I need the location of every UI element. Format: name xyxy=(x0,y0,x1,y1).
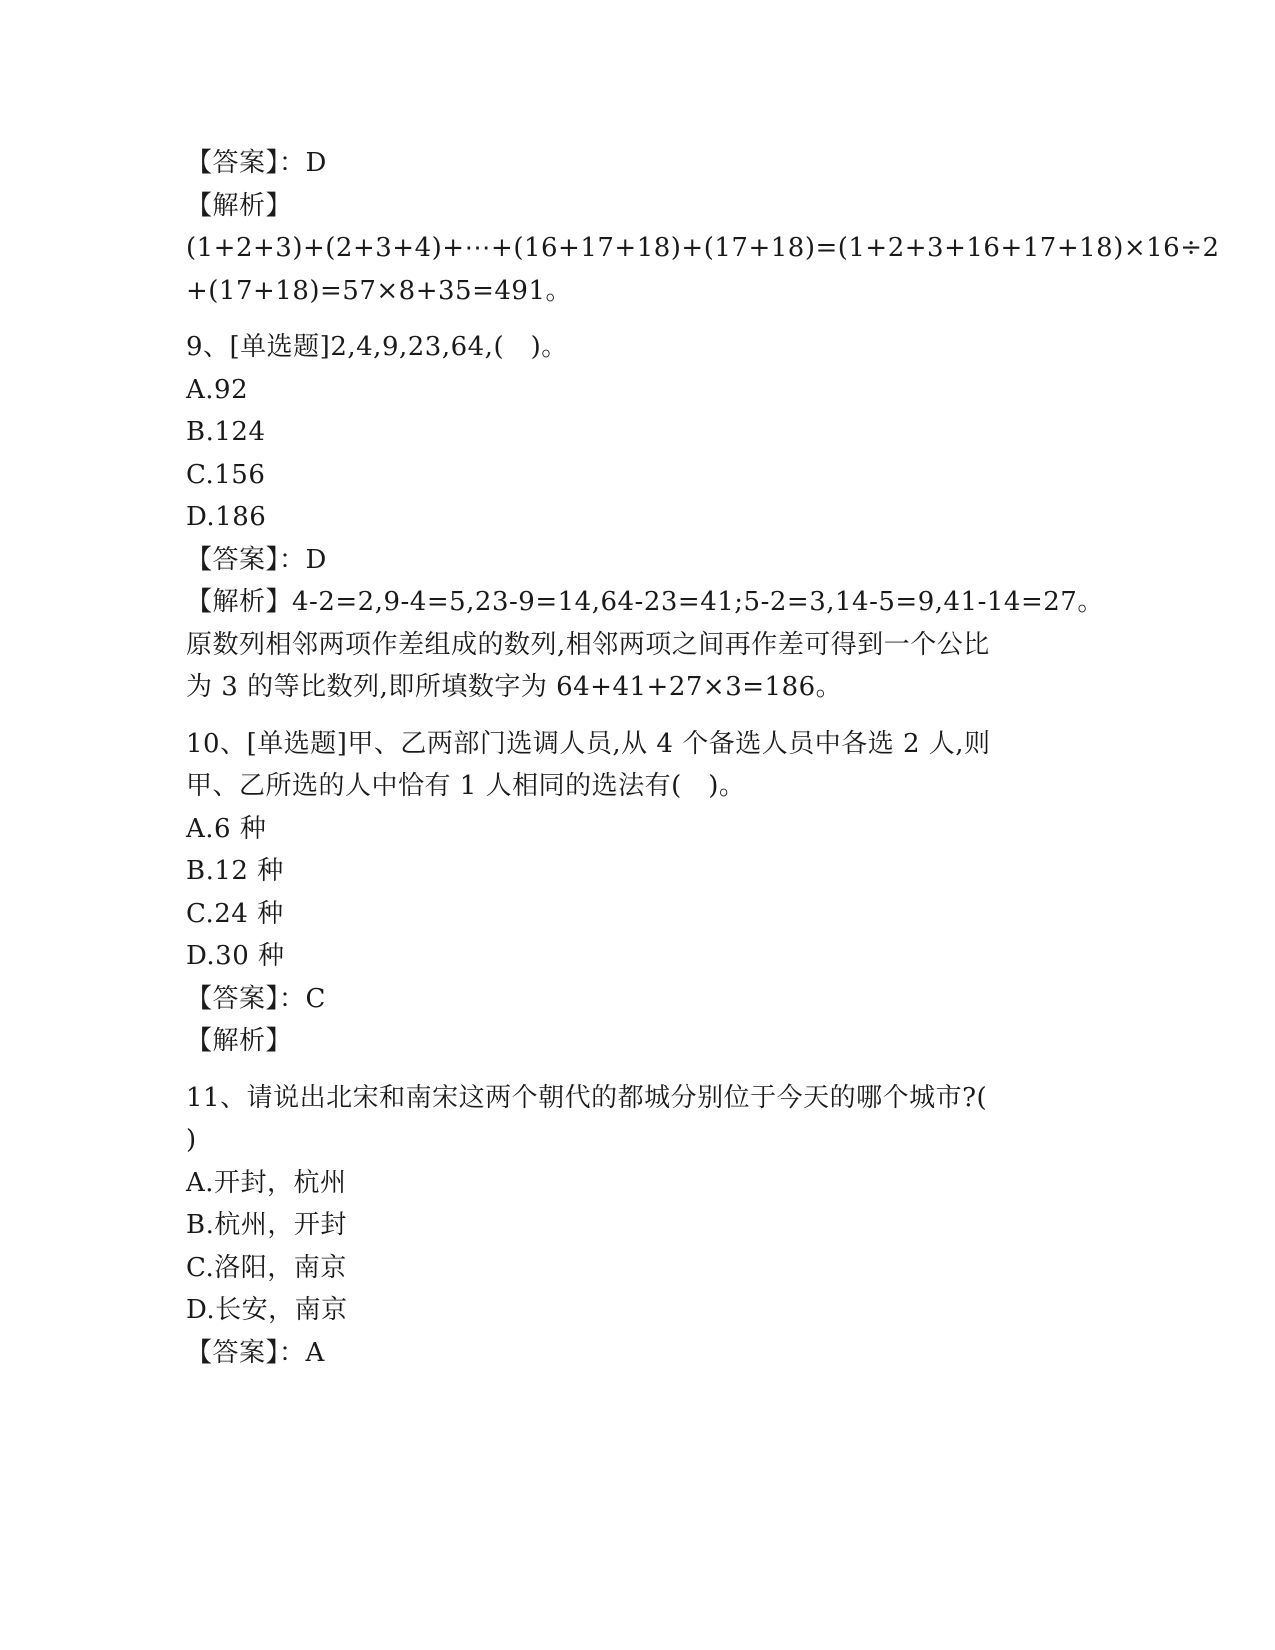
question-10 xyxy=(186,723,1086,1063)
option-d: D.长安，南京 xyxy=(186,1295,348,1325)
option-a: A.开封，杭州 xyxy=(186,1167,347,1198)
analysis-line: +(17+18)=57×8+35=491。 xyxy=(186,275,573,306)
question-stem: ) xyxy=(186,1125,197,1155)
document-page xyxy=(186,142,1220,1374)
answer-line: 【答案】：C xyxy=(186,983,326,1014)
option-d: D.30 种 xyxy=(186,941,285,971)
question-stem: 10、[单选题]甲、乙两部门选调人员,从 4 个备选人员中各选 2 人,则 xyxy=(186,728,991,759)
option-b: B.杭州，开封 xyxy=(186,1210,347,1240)
option-a: A.6 种 xyxy=(186,813,267,844)
question-stem: 9、[单选题]2,4,9,23,64,( )。 xyxy=(186,332,568,362)
question-11 xyxy=(186,1077,1086,1375)
analysis-line: 【解析】4-2=2,9-4=5,23-9=14,64-23=41;5-2=3,14-5=9,41-14=27。 xyxy=(186,587,1104,617)
option-b: B.124 xyxy=(186,417,266,447)
option-a: A.92 xyxy=(186,374,249,405)
analysis-label: 【解析】 xyxy=(186,1026,293,1056)
answer-line: 【答案】：A xyxy=(186,1337,325,1368)
analysis-line: (1+2+3)+(2+3+4)+⋯+(16+17+18)+(17+18)=(1+2+3+16+17+18)×16÷2 xyxy=(186,233,1220,263)
question-stem: 甲、乙所选的人中恰有 1 人相同的选法有( )。 xyxy=(186,771,746,801)
option-b: B.12 种 xyxy=(186,856,284,886)
question-stem: 11、请说出北宋和南宋这两个朝代的都城分别位于今天的哪个城市?( xyxy=(186,1082,988,1113)
option-d: D.186 xyxy=(186,502,267,532)
analysis-label: 【解析】 xyxy=(186,190,293,221)
option-c: C.洛阳，南京 xyxy=(186,1252,347,1283)
answer-line: 【答案】：D xyxy=(186,148,327,178)
option-c: C.156 xyxy=(186,459,266,490)
analysis-line: 为 3 的等比数列,即所填数字为 64+41+27×3=186。 xyxy=(186,672,843,702)
analysis-line: 原数列相邻两项作差组成的数列,相邻两项之间再作差可得到一个公比 xyxy=(186,629,990,660)
option-c: C.24 种 xyxy=(186,898,284,929)
question-9 xyxy=(186,326,1104,709)
question-8-tail xyxy=(186,142,1220,312)
answer-line: 【答案】：D xyxy=(186,544,327,575)
